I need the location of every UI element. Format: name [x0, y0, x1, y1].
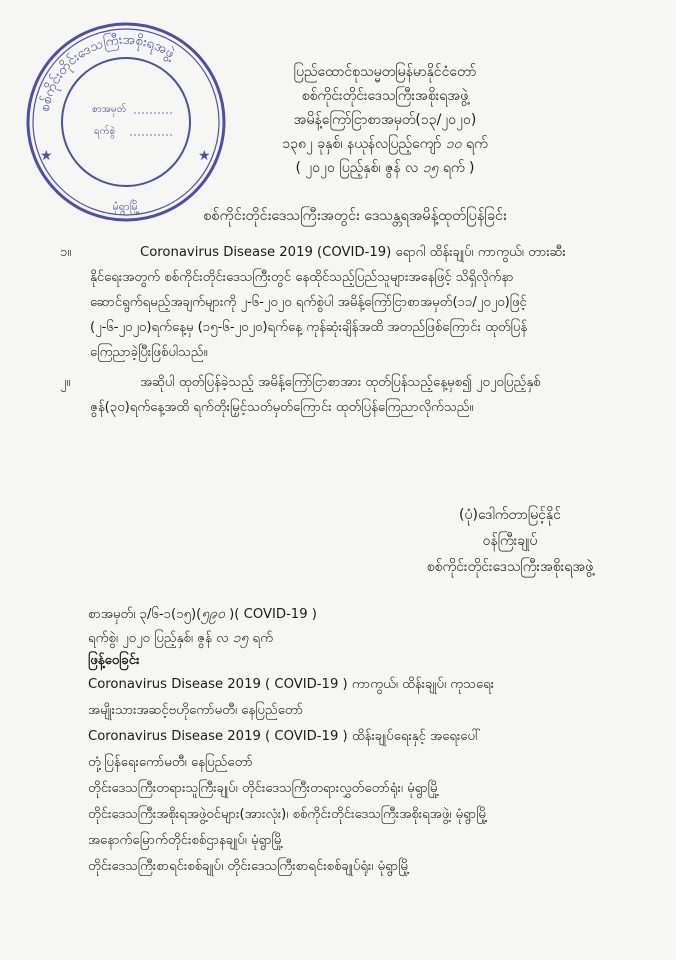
paragraph-line: Coronavirus Disease 2019 (COVID-19) ရောဂါ ထိန်းချုပ်၊ ကာကွယ်၊ တားဆီး	[140, 245, 566, 260]
paragraph-line: (၂-၆-၂၀၂၀)ရက်နေ့မှ (၁၅-၆-၂၀၂၀)ရက်နေ့ ကုန်ဆုံးချိန်အထိ အတည်ဖြစ်ကြောင်း ထုတ်ပြန်	[90, 320, 528, 335]
paragraph-line: ကြေညာခဲ့ပြီးဖြစ်ပါသည်။	[90, 345, 208, 360]
distribution-heading: ဖြန့်ဝေခြင်း	[88, 653, 140, 668]
distribution-item: တိုင်းဒေသကြီးတရားသူကြီးချုပ်၊ တိုင်းဒေသကြီးတရားလွှတ်တော်ရုံး၊ မုံရွာမြို့	[88, 781, 440, 796]
distribution-item: Coronavirus Disease 2019 ( COVID-19 ) ကာကွယ်၊ ထိန်းချုပ်၊ ကုသရေး	[88, 677, 495, 692]
distribution-item: တိုင်းဒေသကြီးစာရင်းစစ်ချုပ်၊ တိုင်းဒေသကြီးစာရင်းစစ်ချုပ်ရုံး၊ မုံရွာမြို့	[88, 859, 410, 874]
signatory-office: စစ်ကိုင်းတိုင်းဒေသကြီးအစိုးရအဖွဲ့	[426, 559, 594, 575]
distribution-item: တိုင်းဒေသကြီးအစိုးရအဖွဲ့ဝင်များ(အားလုံး)၊ စစ်ကိုင်းတိုင်းဒေသကြီးအစိုးရအဖွဲ့၊ မုံရွာမြို့	[88, 807, 488, 822]
header-order-number: အမိန့်ကြော်ငြာစာအမှတ်(၁၃/၂၀၂၀)	[293, 112, 477, 128]
header-myanmar-date: ၁၃၈၂ ခုနှစ်၊ နယုန်လပြည့်ကျော် ၁၀ ရက်	[282, 136, 488, 152]
seal-field-letter-no: စာအမှတ်	[92, 104, 127, 115]
header-government: စစ်ကိုင်းတိုင်းဒေသကြီးအစိုးရအဖွဲ့	[301, 88, 469, 104]
paragraph-line: ဆောင်ရွက်ရမည့်အချက်များကို ၂-၆-၂၀၂၀ ရက်စွဲပါ အမိန့်ကြော်ငြာစာအမှတ်(၁၁/၂၀၂၀)ဖြင့်	[90, 295, 527, 310]
seal-bottom-text: မုံရွာမြို့	[112, 200, 140, 213]
handwritten-day: ၁၀	[445, 136, 462, 152]
paragraph-1	[60, 240, 650, 365]
paragraph-line: အဆိုပါ ထုတ်ပြန်ခဲ့သည့် အမိန့်ကြော်ငြာစာအား ထုတ်ပြန်သည့်နေ့မှစ၍ ၂၀၂၀ပြည့်နှစ်	[140, 375, 541, 390]
signatory-title: ဝန်ကြီးချုပ်	[482, 533, 538, 549]
distribution-item: အနောက်မြောက်တိုင်းစစ်ဌာနချုပ်၊ မုံရွာမြို့	[88, 833, 284, 848]
seal-field-date: ရက်စွဲ	[94, 126, 116, 137]
seal-star-right: ★	[198, 148, 211, 164]
letter-date: ရက်စွဲ၊ ၂၀၂၀ ပြည့်နှစ်၊ ဇွန် လ ၁၅ ရက်	[88, 630, 273, 646]
paragraph-2	[60, 370, 650, 420]
signatory-name: (ပုံ)ဒေါက်တာမြင့်နိုင်	[459, 507, 561, 523]
seal-ring-text: စစ်ကိုင်းတိုင်းဒေသကြီးအစိုးရအဖွဲ့	[36, 31, 178, 113]
paragraph-line: ဇွန်(၃၀)ရက်နေ့အထိ ရက်တိုးမြှင့်သတ်မှတ်ကြောင်း ထုတ်ပြန်ကြေညာလိုက်သည်။	[90, 400, 474, 415]
handwritten-number: ၅၉၀	[201, 606, 225, 622]
document-header	[220, 60, 550, 180]
header-country: ပြည်ထောင်စုသမ္မတမြန်မာနိုင်ငံတော်	[293, 64, 477, 80]
handwritten-day: ၁၅	[422, 160, 439, 176]
handwritten-day: ၁၅	[232, 630, 249, 646]
paragraph-line: နိုင်ရေးအတွက် စစ်ကိုင်းတိုင်းဒေသကြီးတွင် နေထိုင်သည့်ပြည်သူများအနေဖြင့် သိရှိလိုက်နာ	[90, 270, 514, 285]
distribution-item: Coronavirus Disease 2019 ( COVID-19 ) ထိန်းချုပ်ရေးနှင့် အရေးပေါ်	[88, 729, 481, 744]
header-gregorian-date: ( ၂၀၂၀ ပြည့်နှစ်၊ ဇွန် လ ၁၅ ရက် )	[295, 160, 475, 176]
svg-text:စစ်ကိုင်းတိုင်းဒေသကြီးအစိုးရအဖ	[37, 31, 180, 113]
document-subject: စစ်ကိုင်းတိုင်းဒေသကြီးအတွင်း ဒေသန္တရအမိန့်ထုတ်ပြန်ခြင်း	[203, 208, 507, 224]
seal-star-left: ★	[40, 148, 53, 164]
distribution-item: တုံ့ပြန်ရေးကော်မတီ၊ နေပြည်တော်	[88, 755, 253, 770]
signature-block	[360, 502, 660, 580]
official-seal-stamp	[22, 18, 230, 226]
paragraph-number: ၂။	[60, 375, 71, 390]
letter-number: စာအမှတ်၊ ၃/၆-၁(၁၅)(၅၉၀ )( COVID-19 )	[88, 606, 317, 622]
paragraph-number: ၁။	[60, 245, 72, 260]
distribution-item: အမျိုးသားအဆင့်ဗဟိုကော်မတီ၊ နေပြည်တော်	[88, 703, 304, 718]
